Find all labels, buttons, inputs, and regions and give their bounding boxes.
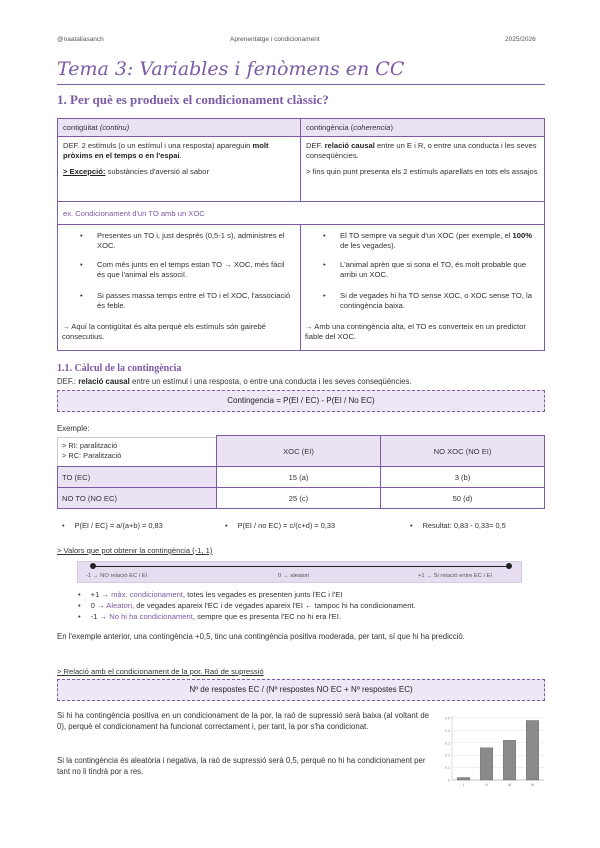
suppression-formula: Nº de respostes EC / (Nº respostes NO EC + Nº respostes EC) <box>57 679 545 701</box>
scale-line <box>92 566 508 567</box>
y-tick-label: 0.2 <box>445 753 450 758</box>
right-conclusion: → Amb una contingència alta, el TO es converteix en un predictor fiable del XOC. <box>305 322 526 341</box>
section-1-heading: 1. Per què es produeix el condicionament clàssic? <box>57 92 329 107</box>
x-tick-label: IV <box>530 782 535 787</box>
scale-left-label: -1 → NO relació EC i EI <box>86 573 148 579</box>
text: substàncies d'aversió al sabor <box>105 166 210 176</box>
example-label: Exemple: <box>57 424 90 433</box>
contingency-scale <box>77 561 522 583</box>
bar-1 <box>457 778 470 780</box>
table1-def-contingency <box>300 136 545 202</box>
scale-right-label: +1 → Si relació entre EC i EI <box>418 573 492 579</box>
legend-rc: > RC: Paralització <box>62 450 122 460</box>
bold-text: relació causal <box>324 141 375 150</box>
col-head-no-xoc: NO XOC (NO EI) <box>380 435 545 467</box>
text: , sempre que es presenta l'EC no hi era l'EI. <box>192 612 341 621</box>
table1-example-row: ex. Condicionament d'un TO amb un XOC <box>57 201 545 225</box>
text: de les vegades). <box>340 240 396 250</box>
head-italic: (continu) <box>99 123 130 132</box>
bold-text: relació causal <box>78 377 130 386</box>
text: DEF.: <box>57 377 79 386</box>
left-bullet-1: • Presentes un TO i, just després (0,5-1 s), administres el XOC. <box>80 231 285 250</box>
text: entre un E i R, o entre una conducta i les seves conseqüències. <box>306 141 537 160</box>
text: El TO sempre va seguit d'un XOC (per exemple, el <box>340 231 513 240</box>
scale-mid-label: 0 → aleatori <box>278 573 310 579</box>
bold-text: molt pròxims en el temps o en l'espai <box>63 141 269 160</box>
text: Resultat: 0,83 - 0,33= 0,5 <box>422 521 506 530</box>
text: Com més junts en el temps estan TO → XOC, més fàcil és que l'animal els associï. <box>97 260 285 279</box>
x-tick-label: I <box>462 782 465 787</box>
cell-b: 3 (b) <box>380 466 545 488</box>
suppression-bar-chart <box>440 712 548 788</box>
cell-c: 25 (c) <box>216 487 381 509</box>
paragraph-positive: Si hi ha contingència positiva en un condicionament de la por, la raó de supressió serà baixa (al voltant de 0), perquè el condicionament ha funcionat correctament i, per tant, la por s'ha condicionat. <box>57 711 429 731</box>
text: Presentes un TO i, just després (0,5-1 s), administres el XOC. <box>97 231 285 250</box>
scale-dot-left <box>90 563 96 569</box>
x-tick-label: III <box>507 782 512 787</box>
relation-title: > Relació amb el condicionament de la por. Raó de supressió <box>57 667 264 676</box>
value-minus-one: • -1 → No hi ha condicionament, sempre que es presenta l'EC no hi era l'EI. <box>78 612 341 621</box>
text: , de vegades apareix l'EC i de vegades apareix l'EI ← tampoc hi ha condicionament. <box>132 601 416 610</box>
y-tick-label: 0 <box>448 778 450 783</box>
legend-box <box>57 437 217 467</box>
cell-d: 50 (d) <box>380 487 545 509</box>
result-2: • P(EI / no EC) = c/(c+d) = 0,33 <box>225 521 336 530</box>
y-tick-label: 0.4 <box>445 728 450 733</box>
x-tick-label: II <box>485 782 488 787</box>
contiguity-exception <box>63 167 295 177</box>
text: DEF. <box>306 141 325 150</box>
text: L'animal aprèn que si sona el TO, és molt probable que arribi un XOC. <box>340 260 527 279</box>
bar-2 <box>480 748 493 780</box>
result-3: • Resultat: 0,83 - 0,33= 0,5 <box>410 521 506 530</box>
text: Si de vegades hi ha TO sense XOC, o XOC sense TO, la contingència baixa. <box>340 291 532 310</box>
highlight: Aleatori <box>106 601 133 610</box>
left-bullet-3: • Si passes massa temps entre el TO i el XOC, l'associació és feble. <box>80 291 291 310</box>
table1-head-contiguity <box>57 118 301 137</box>
text: . <box>179 150 182 160</box>
contingency-formula: Contingencia = P(EI / EC) - P(EI / No EC) <box>57 390 545 412</box>
row-head-to: TO (EC) <box>57 466 217 488</box>
row-head-no-to: NO TO (NO EC) <box>57 487 217 509</box>
text: DEF. 2 estímuls (o un estímul i una resposta) apareguin <box>63 141 253 150</box>
text: Si passes massa temps entre el TO i el XOC, l'associació és feble. <box>97 291 291 310</box>
text: P(EI / EC) = a/(a+b) = 0,83 <box>74 521 163 530</box>
text: +1 → <box>90 590 112 599</box>
paragraph-random: Si la contingència és aleatòria i negativa, la raó de supressió serà 0,5, perquè no hi ha condicionament per tant no li tindrà por a res. <box>57 756 426 776</box>
head-text: contingència ( <box>306 123 354 132</box>
exception-label: > Excepció: <box>63 166 106 176</box>
head-italic: coherencia <box>353 123 391 132</box>
contingency-definition <box>306 141 539 161</box>
col-head-xoc: XOC (EI) <box>216 435 381 467</box>
text: entre un estímul i una resposta, o entre una conducta i les seves conseqüències. <box>129 377 412 386</box>
text: 0 → <box>90 601 107 610</box>
section-1-1-heading: 1.1. Càlcul de la contingència <box>57 363 182 374</box>
page-title: Tema 3: Variables i fenòmens en CC <box>57 58 405 80</box>
bar-3 <box>503 740 516 780</box>
table1-head-contingency <box>300 118 545 137</box>
y-tick-label: 0.5 <box>445 716 450 721</box>
cell-a: 15 (a) <box>216 466 381 488</box>
head-text: contigüitat <box>63 123 100 132</box>
definition-line <box>57 377 412 386</box>
header-year: 2025/2026 <box>505 36 536 43</box>
text: , totes les vegades es presenten junts l'EC i l'EI <box>182 590 343 599</box>
highlight: màx. condicionament <box>111 590 183 599</box>
highlight: No hi ha condicionament <box>109 612 193 621</box>
values-title: > Valors que pot obtenir la contingència (-1, 1) <box>57 546 213 555</box>
header-author: @naataliasanch <box>57 36 104 43</box>
left-conclusion: → Aquí la contigüitat és alta perquè els estímuls són gairebé consecutius. <box>62 322 266 341</box>
right-bullet-1: • El TO sempre va seguit d'un XOC (per exemple, el 100% de les vegades). <box>323 231 532 250</box>
head-text: ) <box>390 123 393 132</box>
value-plus-one: • +1 → màx. condicionament, totes les vegades es presenten junts l'EC i l'EI <box>78 590 343 599</box>
right-bullet-2: • L'animal aprèn que si sona el TO, és molt probable que arribi un XOC. <box>323 260 527 279</box>
right-bullet-3: • Si de vegades hi ha TO sense XOC, o XOC sense TO, la contingència baixa. <box>323 291 532 310</box>
y-tick-label: 0.3 <box>445 741 450 746</box>
legend-ri: > RI: paralització <box>62 441 118 450</box>
text: P(EI / no EC) = c/(c+d) = 0,33 <box>237 521 336 530</box>
bar-4 <box>526 720 539 780</box>
contingency-note: > fins quin punt presenta els 2 estímuls aparellats en tots els assajos <box>306 166 538 176</box>
left-bullet-2: • Com més junts en el temps estan TO → XOC, més fàcil és que l'animal els associï. <box>80 260 285 279</box>
table1-def-contiguity <box>57 136 301 202</box>
result-1: • P(EI / EC) = a/(a+b) = 0,83 <box>62 521 163 530</box>
contiguity-definition <box>63 141 295 161</box>
bold-text: 100% <box>512 231 532 240</box>
y-tick-label: 0.1 <box>445 766 450 771</box>
paragraph-example: En l'exemple anterior, una contingència +0,5, tinc una contingència positiva moderada, per tant, sí que hi ha predicció. <box>57 632 465 641</box>
title-divider <box>57 84 545 85</box>
header-course: Aprenentatge i condicionament <box>230 36 320 43</box>
value-zero: • 0 → Aleatori, de vegades apareix l'EC i de vegades apareix l'EI ← tampoc hi ha condicionament. <box>78 601 416 610</box>
scale-dot-right <box>506 563 512 569</box>
text: -1 → <box>90 612 110 621</box>
